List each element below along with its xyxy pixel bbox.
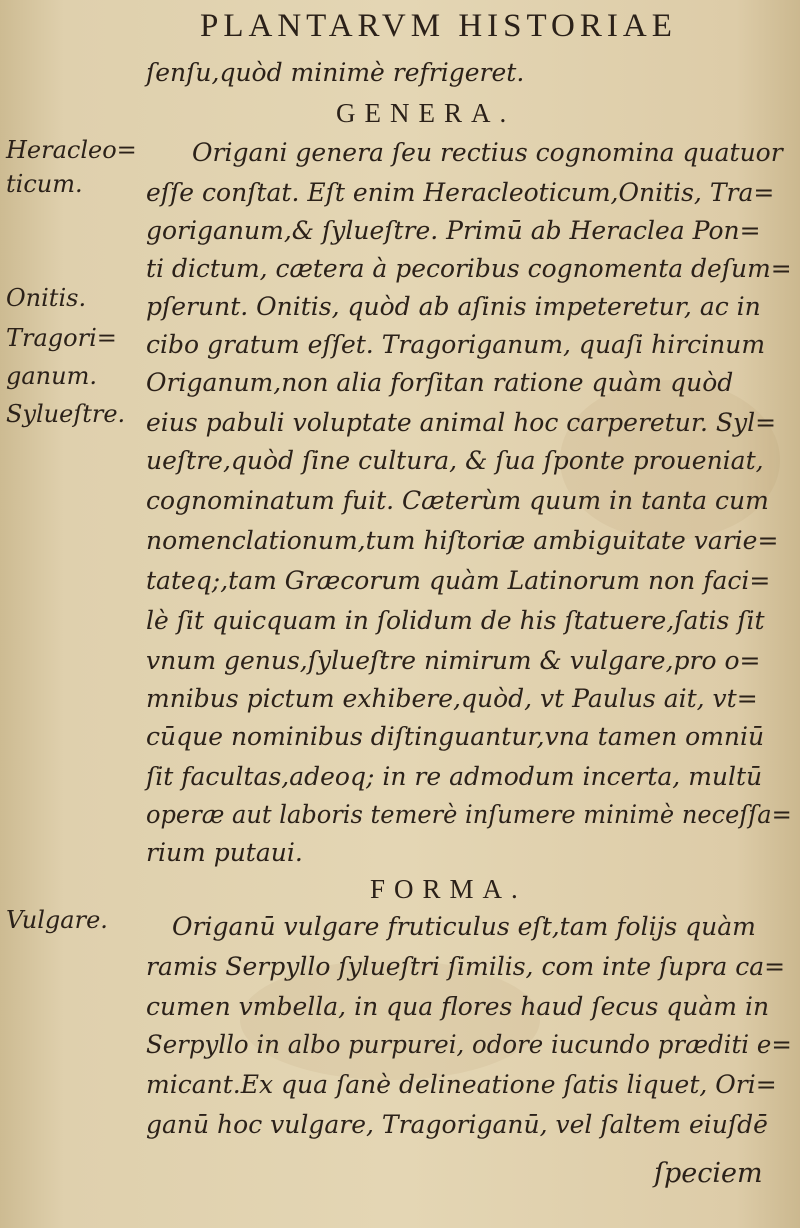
text-line: vnum genus,ſylueſtre nimirum & vulgare,pro o= (146, 646, 761, 675)
text-line: ſenſu,quòd minimè refrigeret. (146, 58, 525, 87)
margin-note-tragoriganum: ganum. (6, 362, 97, 390)
text-line: Origanum,non alia forſitan ratione quàm quòd (146, 368, 734, 397)
text-line: mnibus pictum exhibere,quòd, vt Paulus ait, vt= (146, 684, 758, 713)
text-line: lè ſit quicquam in ſolidum de his ſtatuere,ſatis ſit (146, 606, 765, 635)
text-line: nomenclationum,tum hiſtoriæ ambiguitate varie= (146, 526, 779, 555)
catchword: ſpeciem (654, 1158, 763, 1189)
text-line: eſſe conſtat. Eſt enim Heracleoticum,Onitis, Tra= (146, 178, 775, 207)
margin-note-onitis: Onitis. (6, 284, 87, 312)
margin-note-vulgare: Vulgare. (6, 906, 108, 934)
text-line: Origanū vulgare fruticulus eſt,tam folijs quàm (172, 912, 756, 941)
text-line: cognominatum fuit. Cæterùm quum in tanta cum (146, 486, 769, 515)
text-line: eius pabuli voluptate animal hoc carperetur. Syl= (146, 408, 777, 437)
margin-note-heracleoticum: Heracleo= (6, 136, 137, 164)
text-line: ramis Serpyllo ſylueſtri ſimilis, com inte ſupra ca= (146, 952, 786, 981)
text-line: operæ aut laboris temerè inſumere minimè neceſſa= (146, 800, 792, 829)
text-line: cibo gratum eſſet. Tragoriganum, quaſi hircinum (146, 330, 766, 359)
margin-note-sylvestre: Sylueſtre. (6, 400, 126, 428)
text-line: cūque nominibus diſtinguantur,vna tamen omniū (146, 722, 765, 751)
text-line: Origani genera ſeu rectius cognomina quatuor (192, 138, 783, 167)
margin-note-heracleoticum: ticum. (6, 170, 83, 198)
text-line: ti dictum, cætera à pecoribus cognomenta deſum= (146, 254, 792, 283)
text-line: rium putaui. (146, 838, 303, 867)
text-line: ueſtre,quòd ſine cultura, & ſua ſponte proueniat, (146, 446, 764, 475)
section-heading-genera: GENERA. (336, 98, 516, 128)
section-heading-forma: FORMA. (370, 874, 527, 904)
text-line: goriganum,& ſylueſtre. Primū ab Heraclea Pon= (146, 216, 761, 245)
margin-note-tragoriganum: Tragori= (6, 324, 117, 352)
text-line: pſerunt. Onitis, quòd ab aſinis impeteretur, ac in (146, 292, 761, 321)
text-line: ganū hoc vulgare, Tragoriganū, vel ſaltem eiuſdē (146, 1110, 768, 1139)
text-line: Serpyllo in albo purpurei, odore iucundo præditi e= (146, 1030, 792, 1059)
text-line: cumen vmbella, in qua flores haud ſecus quàm in (146, 992, 770, 1021)
text-line: tateq;,tam Græcorum quàm Latinorum non faci= (146, 566, 771, 595)
text-line: ſit facultas,adeoq; in re admodum incerta, multū (146, 762, 763, 791)
text-line: micant.Ex qua ſanè delineatione ſatis liquet, Ori= (146, 1070, 777, 1099)
running-head: PLANTARVM HISTORIAE (200, 8, 677, 44)
